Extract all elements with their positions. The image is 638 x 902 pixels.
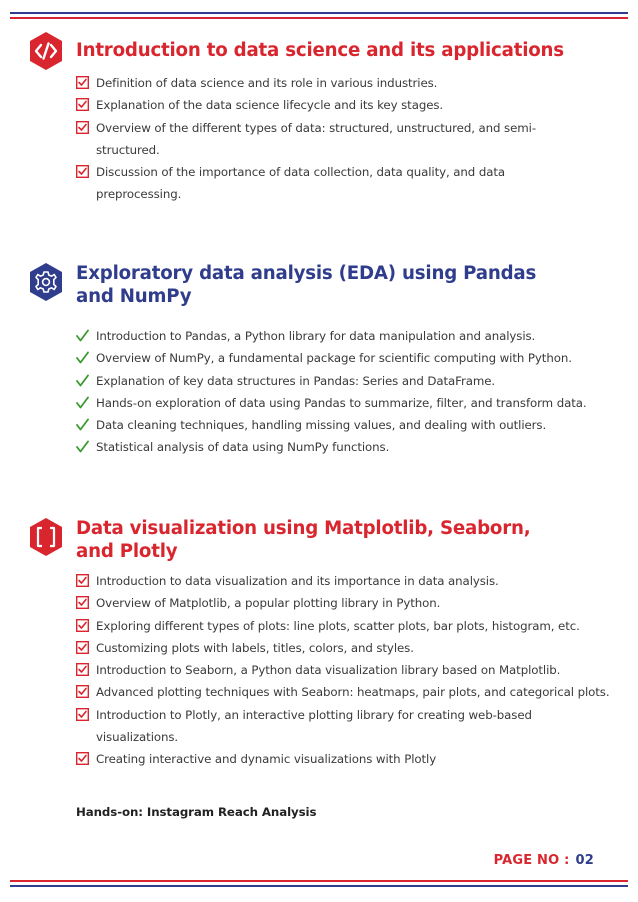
section-title: Exploratory data analysis (EDA) using Pandas and NumPy [76,263,537,307]
gear-icon [28,262,64,302]
checkbox-icon [76,663,89,676]
checkbox-icon [76,121,89,134]
section-visualization [28,517,618,771]
item-list [28,570,618,771]
checkbox-icon [76,76,89,89]
checkmark-icon [76,374,89,387]
checkbox-icon [76,98,89,111]
checkbox-icon [76,596,89,609]
code-icon [28,31,64,71]
brackets-icon [28,517,64,557]
list-item: Explanation of the data science lifecycle and its key stages. [76,94,618,116]
list-item: Introduction to Seaborn, a Python data visualization library based on Matplotlib. [76,659,618,681]
list-item: Definition of data science and its role in various industries. [76,72,618,94]
checkbox-icon [76,752,89,765]
section-eda [28,262,618,459]
checkbox-icon [76,619,89,632]
list-item: Data cleaning techniques, handling missing values, and dealing with outliers. [76,414,618,436]
list-item: Hands-on exploration of data using Pandas to summarize, filter, and transform data. [76,392,618,414]
list-item: Customizing plots with labels, titles, colors, and styles. [76,637,618,659]
checkmark-icon [76,440,89,453]
checkmark-icon [76,329,89,342]
section-intro [28,31,618,206]
checkbox-icon [76,574,89,587]
list-item: Introduction to Pandas, a Python library for data manipulation and analysis. [76,325,618,347]
hands-on-title: Hands-on: Instagram Reach Analysis [76,805,317,819]
section-header [28,31,618,71]
item-list [28,72,618,206]
list-item: Overview of NumPy, a fundamental package for scientific computing with Python. [76,347,618,369]
top-rule-red [10,17,628,19]
list-item: Creating interactive and dynamic visualizations with Plotly [76,748,618,770]
list-item: Statistical analysis of data using NumPy functions. [76,436,618,458]
bottom-rule-red [10,880,628,882]
list-item: Exploring different types of plots: line plots, scatter plots, bar plots, histogram, etc. [76,615,618,637]
section-header [28,262,618,308]
top-rule-blue [10,12,628,14]
list-item: Overview of the different types of data: structured, unstructured, and semi-structured. [76,117,618,162]
checkmark-icon [76,351,89,364]
section-title: Data visualization using Matplotlib, Seaborn, and Plotly [76,518,531,562]
checkbox-icon [76,641,89,654]
checkbox-icon [76,165,89,178]
bottom-rule-blue [10,885,628,887]
list-item: Explanation of key data structures in Pandas: Series and DataFrame. [76,370,618,392]
list-item: Advanced plotting techniques with Seaborn: heatmaps, pair plots, and categorical plots. [76,681,618,703]
checkmark-icon [76,396,89,409]
list-item: Overview of Matplotlib, a popular plotting library in Python. [76,592,618,614]
checkbox-icon [76,685,89,698]
checkmark-icon [76,418,89,431]
item-list [28,325,618,459]
page-number [494,853,594,868]
section-title: Introduction to data science and its applications [76,40,564,61]
page-number-value: 02 [575,853,594,868]
checkbox-icon [76,708,89,721]
page-number-label: PAGE NO : [493,853,570,868]
list-item: Introduction to data visualization and its importance in data analysis. [76,570,618,592]
list-item: Introduction to Plotly, an interactive plotting library for creating web-based visualizations. [76,704,618,749]
section-header [28,517,618,563]
list-item: Discussion of the importance of data collection, data quality, and data preprocessing. [76,161,618,206]
